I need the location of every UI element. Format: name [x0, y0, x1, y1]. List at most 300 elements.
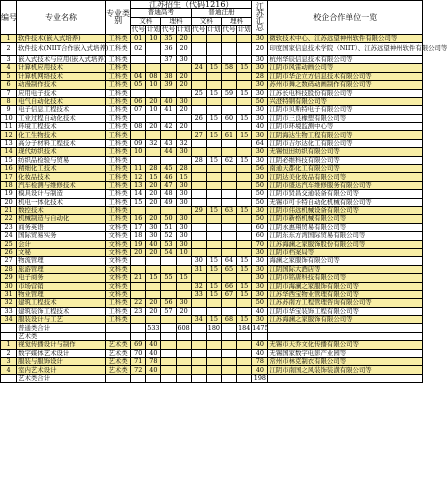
table-cell — [161, 366, 176, 374]
table-cell — [206, 341, 221, 349]
table-cell — [146, 257, 161, 265]
table-cell: 工科类 — [105, 34, 130, 42]
table-row — [1, 240, 423, 248]
table-cell — [237, 165, 252, 173]
table-cell: 15 — [206, 316, 221, 324]
table-cell: 印度国家信息技术学院（NIIT）、江苏远望神州软件有限公司等 — [268, 42, 423, 55]
table-cell: 江阴市华宝装饰工程有限公司等 — [268, 307, 423, 315]
table-cell: 4 — [1, 64, 17, 72]
table-cell: 17 — [131, 223, 146, 231]
table-cell: 30 — [252, 106, 268, 114]
table-cell — [191, 324, 206, 332]
table-cell: 53 — [161, 240, 176, 248]
table-cell: 16 — [131, 215, 146, 223]
table-cell: 30 — [191, 257, 206, 265]
table-cell: 计算机网络技术 — [17, 72, 106, 80]
table-cell: 30 — [252, 81, 268, 89]
table-cell: 文科类 — [105, 274, 130, 282]
table-cell — [237, 341, 252, 349]
table-cell — [105, 324, 130, 332]
table-cell: 15 — [176, 173, 191, 181]
table-cell: 工科类 — [105, 106, 130, 114]
table-cell: 25 — [1, 240, 17, 248]
table-cell: 20 — [146, 97, 161, 105]
table-cell — [268, 374, 423, 382]
table-cell — [221, 341, 236, 349]
table-cell: 视觉传播设计与制作 — [17, 341, 106, 349]
table-cell: 198 — [253, 373, 266, 382]
table-cell: 30 — [176, 97, 191, 105]
table-cell — [161, 341, 176, 349]
table-cell: 工科类 — [105, 148, 130, 156]
table-cell — [191, 148, 206, 156]
table-cell — [221, 42, 236, 55]
table-cell: 15 — [206, 156, 221, 164]
table-cell: 15 — [146, 173, 161, 181]
header-jiangsu-total: 江苏汇总 — [252, 1, 268, 35]
table-cell: 工科类 — [105, 139, 130, 147]
table-cell — [206, 223, 221, 231]
table-cell — [221, 173, 236, 181]
table-cell: 电子商务 — [17, 274, 106, 282]
table-cell: 艺术类合计 — [17, 374, 106, 382]
table-cell: 08 — [131, 123, 146, 131]
table-cell — [206, 123, 221, 131]
table-body — [1, 33, 447, 383]
table-row — [1, 232, 423, 240]
table-cell — [237, 190, 252, 198]
table-cell: 32 — [146, 139, 161, 147]
table-cell — [221, 299, 236, 307]
table-cell — [221, 349, 236, 357]
table-cell: 江阴达美化妆品有限公司等 — [268, 173, 423, 181]
table-cell: 01 — [131, 34, 146, 42]
table-row — [1, 81, 423, 89]
table-cell: 61 — [221, 131, 236, 139]
table-cell — [237, 358, 252, 366]
table-cell: 15 — [237, 64, 252, 72]
table-cell: 78 — [146, 358, 161, 366]
table-cell: 15 — [237, 206, 252, 214]
table-cell — [206, 181, 221, 189]
table-row — [1, 265, 423, 273]
table-cell: 56 — [161, 299, 176, 307]
table-cell: 26 — [191, 114, 206, 122]
table-cell: 建筑工程技术 — [17, 299, 106, 307]
table-cell: 电子信息工程技术 — [17, 106, 106, 114]
table-cell: 江阴必维科技有限公司等 — [268, 156, 423, 164]
table-cell: 15 — [206, 114, 221, 122]
table-cell — [206, 190, 221, 198]
table-cell: 13 — [131, 181, 146, 189]
table-cell — [191, 274, 206, 282]
table-cell: 苏州市舞之数码动画制作有限公司等 — [268, 81, 423, 89]
table-cell — [1, 324, 17, 332]
table-cell: 40 — [161, 97, 176, 105]
table-cell: 1475 — [252, 323, 269, 332]
table-cell — [191, 299, 206, 307]
header-daihao: 代号 — [192, 25, 206, 34]
table-cell: 11 — [1, 123, 17, 131]
table-cell: 江阴市南国之风装饰装潢有限公司等 — [268, 366, 423, 374]
table-cell — [237, 274, 252, 282]
table-cell: 江阴国际大酒店等 — [268, 265, 423, 273]
table-row — [1, 156, 423, 164]
table-cell — [206, 349, 221, 357]
table-cell: 31 — [191, 265, 206, 273]
table-cell: 43 — [161, 139, 176, 147]
header-like-2: 理科 — [221, 17, 251, 25]
table-cell: 12 — [131, 173, 146, 181]
table-cell: 07 — [131, 106, 146, 114]
table-cell — [191, 123, 206, 131]
table-cell: 30 — [176, 198, 191, 206]
table-cell: 10 — [146, 34, 161, 42]
table-cell: 精细化工技术 — [17, 165, 106, 173]
table-cell: 30 — [176, 215, 191, 223]
table-cell — [131, 64, 146, 72]
table-cell: 19 — [131, 240, 146, 248]
table-cell: 江阴市档案局等 — [268, 248, 423, 256]
table-cell: 10 — [131, 148, 146, 156]
table-cell: 15 — [146, 274, 161, 282]
table-cell: 59 — [221, 89, 236, 97]
table-cell: 15 — [206, 290, 221, 298]
table-cell: 18 — [131, 232, 146, 240]
table-cell: 20 — [146, 190, 161, 198]
table-cell: 52 — [161, 232, 176, 240]
table-cell: 27 — [1, 257, 17, 265]
table-cell: 20 — [146, 198, 161, 206]
table-cell — [237, 34, 252, 42]
table-cell: 江苏海澜之家服饰股份有限公司等 — [268, 240, 423, 248]
table-cell: 20 — [1, 198, 17, 206]
table-row — [1, 299, 423, 307]
table-cell: 20 — [146, 307, 161, 315]
table-cell: 30 — [252, 55, 268, 63]
table-cell: 会计 — [17, 240, 106, 248]
table-cell: 30 — [176, 299, 191, 307]
table-cell: 40 — [252, 341, 268, 349]
table-cell: 27 — [191, 131, 206, 139]
table-cell: 20 — [131, 248, 146, 256]
table-cell: 51 — [161, 223, 176, 231]
table-cell: 34 — [191, 316, 206, 324]
table-cell — [221, 274, 236, 282]
table-cell: 普通类合计 — [17, 324, 106, 332]
table-cell: 30 — [1, 282, 17, 290]
table-cell: 50 — [252, 190, 268, 198]
table-row — [1, 64, 423, 72]
table-cell: 工科类 — [105, 89, 130, 97]
table-cell: 江阴海达生物工程有限公司等 — [268, 131, 423, 139]
table-cell: 江苏海澜之家服饰有限公司等 — [268, 316, 423, 324]
table-cell: 15 — [206, 257, 221, 265]
table-cell: 文科类 — [105, 232, 130, 240]
table-cell — [191, 366, 206, 374]
table-cell: 60 — [252, 223, 268, 231]
table-cell: 50 — [252, 97, 268, 105]
table-cell: 数控技术 — [17, 206, 106, 214]
table-cell: 文科类 — [105, 265, 130, 273]
table-cell: 工科类 — [105, 173, 130, 181]
table-cell — [221, 374, 236, 382]
table-cell: 41 — [161, 106, 176, 114]
table-cell — [146, 316, 161, 324]
table-cell: 37 — [161, 55, 176, 63]
table-cell: 江阴市贤昌交通装备有限公司等 — [268, 190, 423, 198]
table-cell: 工科类 — [105, 42, 130, 55]
table-header — [1, 1, 423, 35]
table-cell — [176, 332, 191, 340]
header-category: 专业类别 — [105, 1, 130, 35]
table-cell: 江苏苏南方工程管理咨询有限公司等 — [268, 299, 423, 307]
table-cell: 15 — [237, 316, 252, 324]
table-cell: 21 — [1, 206, 17, 214]
header-jihua: 计划 — [177, 25, 191, 34]
table-cell — [221, 190, 236, 198]
table-cell: 30 — [146, 223, 161, 231]
table-cell: 62 — [221, 156, 236, 164]
header-puzhu: 普通注册 — [191, 9, 252, 17]
table-cell: 电气自动化技术 — [17, 97, 106, 105]
table-cell: 建筑装饰工程技术 — [17, 307, 106, 315]
table-cell: 服装与服饰设计 — [17, 358, 106, 366]
table-cell: 工科类 — [105, 64, 130, 72]
table-cell — [237, 72, 252, 80]
table-cell: 20 — [146, 215, 161, 223]
table-cell: 15 — [206, 64, 221, 72]
table-cell: 海澜之家服饰有限公司等 — [268, 257, 423, 265]
table-cell: 48 — [161, 190, 176, 198]
table-cell: 69 — [131, 341, 146, 349]
table-cell: 工科类 — [105, 72, 130, 80]
table-cell — [221, 332, 236, 340]
table-cell: 15 — [237, 131, 252, 139]
table-cell: 49 — [161, 198, 176, 206]
table-cell: 63 — [221, 206, 236, 214]
table-cell — [237, 148, 252, 156]
table-cell: 20 — [176, 34, 191, 42]
table-cell: 化工生物技术 — [17, 131, 106, 139]
table-cell — [146, 148, 161, 156]
table-cell: 30 — [252, 89, 268, 97]
table-cell: 工科类 — [105, 165, 130, 173]
table-cell: 3 — [1, 358, 17, 366]
table-cell: 工科类 — [105, 316, 130, 324]
table-cell: 17 — [1, 173, 17, 181]
table-cell: 工科类 — [105, 131, 130, 139]
table-cell — [191, 374, 206, 382]
table-cell: 02 — [131, 42, 146, 55]
table-cell: 30 — [176, 148, 191, 156]
table-cell: 20 — [176, 106, 191, 114]
table-cell: 30 — [176, 223, 191, 231]
table-cell: 2 — [1, 42, 17, 55]
table-cell: 30 — [252, 156, 268, 164]
table-cell: 工科类 — [105, 114, 130, 122]
table-cell: 艺术类 — [17, 332, 106, 340]
table-cell: 20 — [176, 123, 191, 131]
table-cell: 软件技术(嵌入式培养) — [17, 34, 106, 42]
table-cell — [1, 374, 17, 382]
table-cell: 江阴市贝斯特电子有限公司等 — [268, 106, 423, 114]
table-cell: 5 — [1, 72, 17, 80]
table-cell: 58 — [221, 64, 236, 72]
table-row — [1, 316, 423, 324]
table-cell: 32 — [176, 139, 191, 147]
table-cell: 工科类 — [105, 206, 130, 214]
table-cell: 18 — [1, 181, 17, 189]
table-cell: 44 — [161, 148, 176, 156]
table-cell: 39 — [161, 81, 176, 89]
table-cell: 65 — [221, 265, 236, 273]
table-cell — [237, 232, 252, 240]
table-cell: 江阴市风雷动画公司等 — [268, 64, 423, 72]
table-cell — [146, 374, 161, 382]
table-cell: 40 — [146, 341, 161, 349]
table-cell: 工科类 — [105, 299, 130, 307]
table-cell: 66 — [221, 282, 236, 290]
subtotal-row-general — [1, 324, 423, 332]
table-cell — [161, 324, 176, 332]
table-cell: 26 — [1, 248, 17, 256]
table-cell — [191, 341, 206, 349]
table-cell: 30 — [176, 232, 191, 240]
table-cell: 23 — [131, 307, 146, 315]
table-cell — [176, 366, 191, 374]
table-cell: 服装设计与工艺 — [17, 316, 106, 324]
table-cell: 15 — [237, 290, 252, 298]
table-cell: 04 — [131, 72, 146, 80]
table-cell — [176, 374, 191, 382]
table-cell: 20 — [146, 248, 161, 256]
table-cell: 软件技术(NIIT合作嵌入式培养) — [17, 42, 106, 55]
table-cell: 江阴市海澜之家服饰有限公司等 — [268, 282, 423, 290]
table-cell: 工科类 — [105, 181, 130, 189]
table-cell — [176, 358, 191, 366]
table-cell: 文秘 — [17, 248, 106, 256]
table-cell: 70 — [252, 240, 268, 248]
table-cell — [206, 374, 221, 382]
table-cell: 机械制造与自动化 — [17, 215, 106, 223]
art-table-row — [1, 358, 423, 366]
table-cell — [161, 358, 176, 366]
table-cell: 40 — [146, 240, 161, 248]
table-cell: 30 — [252, 34, 268, 42]
table-cell: 4 — [1, 366, 17, 374]
table-cell: 10 — [1, 114, 17, 122]
table-cell — [191, 72, 206, 80]
table-cell — [237, 223, 252, 231]
table-cell: 汽车检测与维修技术 — [17, 181, 106, 189]
header-daihao: 代号 — [222, 25, 236, 34]
table-cell — [221, 358, 236, 366]
table-cell: 市场营销 — [17, 282, 106, 290]
header-jiangsu-recruit: 江苏招生（代码1216） — [131, 1, 252, 9]
table-cell — [191, 165, 206, 173]
table-cell: 64 — [252, 139, 268, 147]
table-cell — [191, 232, 206, 240]
table-cell: 78 — [252, 358, 268, 366]
table-cell — [161, 374, 176, 382]
table-cell — [206, 165, 221, 173]
table-cell — [161, 64, 176, 72]
table-cell — [146, 282, 161, 290]
table-cell: 15 — [206, 89, 221, 97]
table-cell: 29 — [1, 274, 17, 282]
table-cell: 1 — [1, 341, 17, 349]
table-cell — [161, 316, 176, 324]
table-cell: 10 — [146, 106, 161, 114]
header-id: 编号 — [1, 1, 17, 35]
table-cell: 50 — [252, 299, 268, 307]
table-cell — [131, 374, 146, 382]
table-cell: 21 — [131, 274, 146, 282]
table-cell: 计算机应用技术 — [17, 64, 106, 72]
table-cell — [221, 215, 236, 223]
table-row — [1, 274, 423, 282]
table-cell — [191, 139, 206, 147]
table-cell: 29 — [191, 206, 206, 214]
table-cell — [237, 139, 252, 147]
table-cell: 微软技术中心、江苏远望神州软件有限公司等 — [268, 34, 423, 42]
table-cell: 模具设计与制造 — [17, 190, 106, 198]
table-cell: 72 — [131, 366, 146, 374]
table-cell: 15 — [237, 89, 252, 97]
table-cell: 50 — [161, 215, 176, 223]
table-cell: 20 — [176, 81, 191, 89]
table-cell — [237, 374, 252, 382]
table-cell — [237, 332, 252, 340]
table-cell: 32 — [191, 282, 206, 290]
table-cell: 室内艺术设计 — [17, 366, 106, 374]
table-cell: 50 — [252, 181, 268, 189]
table-cell: 江阴市三良橡塑有限公司等 — [268, 114, 423, 122]
table-cell: 38 — [161, 72, 176, 80]
table-cell — [221, 240, 236, 248]
table-cell — [131, 324, 146, 332]
table-cell: 71 — [131, 358, 146, 366]
table-cell: 6 — [1, 81, 17, 89]
table-cell: 江苏长电科技股份有限公司等 — [268, 89, 423, 97]
table-cell — [191, 240, 206, 248]
table-cell: 30 — [176, 55, 191, 63]
table-cell: 20 — [176, 307, 191, 315]
table-cell: 33 — [1, 307, 17, 315]
table-cell: 14 — [1, 148, 17, 156]
table-cell: 05 — [131, 81, 146, 89]
table-cell: 30 — [252, 257, 268, 265]
table-cell — [221, 72, 236, 80]
table-cell: 高分子材料工程技术 — [17, 139, 106, 147]
table-cell — [237, 173, 252, 181]
table-cell: 20 — [252, 42, 268, 55]
table-cell: 46 — [161, 173, 176, 181]
table-cell: 江阴市铭唐科技有限公司等 — [268, 274, 423, 282]
table-cell: 30 — [146, 232, 161, 240]
table-cell: 艺术类 — [105, 341, 130, 349]
table-cell: 15 — [206, 206, 221, 214]
table-cell — [146, 64, 161, 72]
table-cell — [206, 274, 221, 282]
table-cell — [131, 282, 146, 290]
table-cell: 数字媒体艺术设计 — [17, 349, 106, 357]
header-jihua: 计划 — [237, 25, 251, 34]
table-cell: 艺术类 — [105, 358, 130, 366]
table-cell — [191, 42, 206, 55]
table-cell: 应用电子技术 — [17, 89, 106, 97]
